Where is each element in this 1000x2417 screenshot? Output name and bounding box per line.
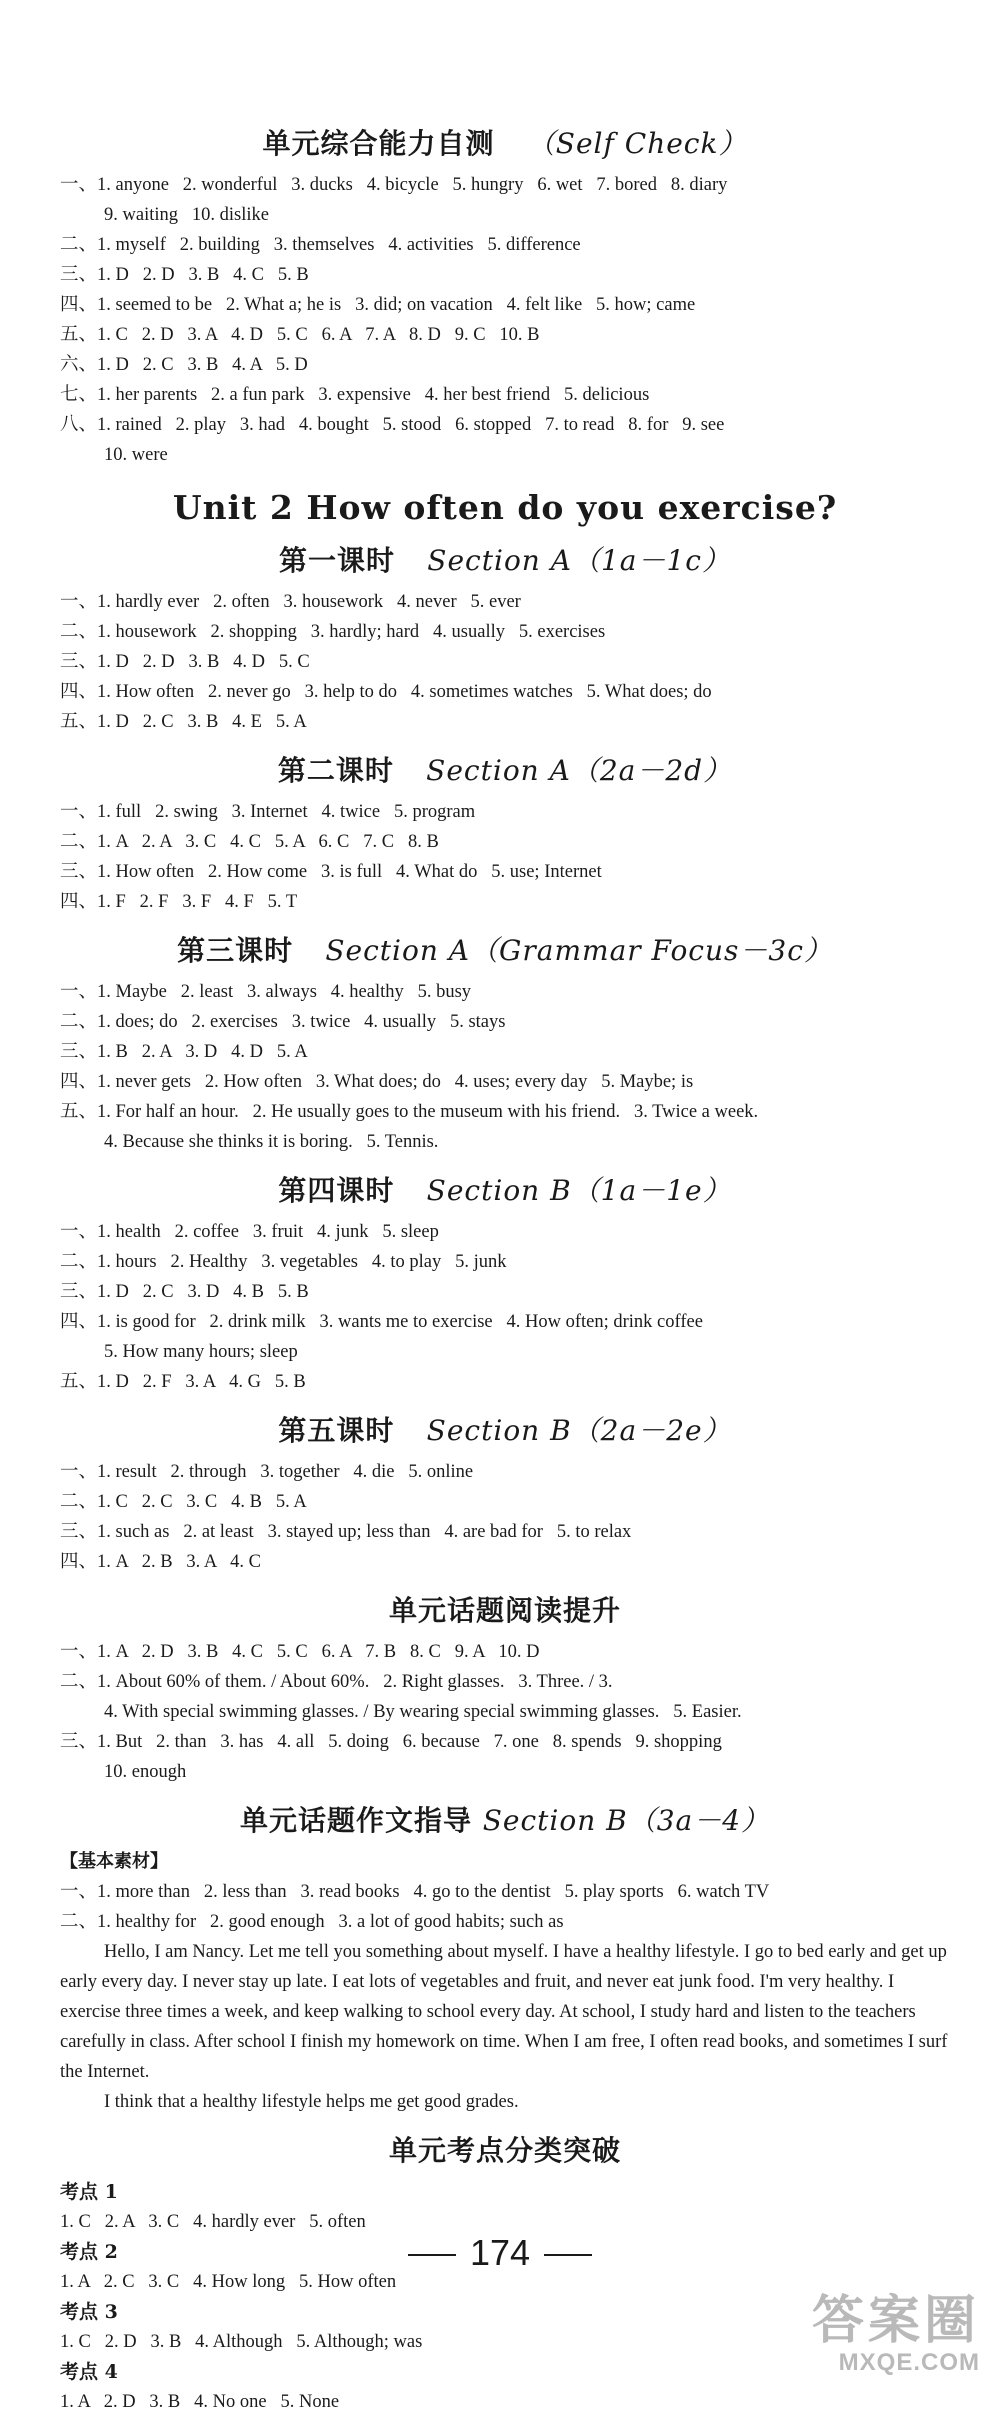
section-heading-en: Section A（2a－2d）	[426, 754, 733, 787]
sample-essay-paragraph: I think that a healthy lifestyle helps me get good grades.	[104, 2092, 519, 2112]
section-heading-en: Section B（1a－1e）	[426, 1174, 732, 1207]
section-heading	[60, 1409, 950, 1449]
answer-line: 八、1. rained 2. play 3. had 4. bought 5. stood 6. stopped 7. to read 8. for 9. see	[60, 415, 725, 435]
answer-line: 一、1. hardly ever 2. often 3. housework 4. never 5. ever	[60, 592, 521, 612]
answer-line: 六、1. D 2. C 3. B 4. A 5. D	[60, 355, 308, 375]
answer-section	[60, 122, 950, 470]
section-heading-cn: 第三课时	[177, 934, 294, 967]
answer-line: 三、1. D 2. D 3. B 4. C 5. B	[60, 265, 309, 285]
answer-line: 一、1. Maybe 2. least 3. always 4. healthy 5. busy	[60, 982, 472, 1002]
answer-line: 五、1. D 2. C 3. B 4. E 5. A	[60, 712, 307, 732]
section-heading-en: Section A（Grammar Focus－3c）	[325, 934, 833, 967]
point-label: 考点 2	[60, 2241, 118, 2263]
answer-line: 三、1. B 2. A 3. D 4. D 5. A	[60, 1042, 308, 1062]
answer-line: 5. How many hours; sleep	[104, 1342, 298, 1362]
answer-line: 四、1. seemed to be 2. What a; he is 3. did; on vacation 4. felt like 5. how; came	[60, 295, 696, 315]
answer-section	[60, 1169, 950, 1397]
answer-line: 二、1. hours 2. Healthy 3. vegetables 4. to play 5. junk	[60, 1252, 507, 1272]
writing-section	[60, 1799, 950, 2117]
watermark-url: MXQE.COM	[838, 2349, 980, 2376]
answer-line: 三、1. But 2. than 3. has 4. all 5. doing 6. because 7. one 8. spends 9. shopping	[60, 1732, 722, 1752]
answer-line: 一、1. result 2. through 3. together 4. die 5. online	[60, 1462, 474, 1482]
writing-heading-cn: 单元话题作文指导	[239, 1804, 472, 1837]
watermark	[812, 2293, 980, 2377]
answer-line: 五、1. D 2. F 3. A 4. G 5. B	[60, 1372, 306, 1392]
answer-line: 一、1. more than 2. less than 3. read books 4. go to the dentist 5. play sports 6. watch TV	[60, 1882, 770, 1902]
section-heading-en: （Self Check）	[526, 127, 748, 160]
section-heading	[60, 929, 950, 969]
section-heading-en: Section B（2a－2e）	[426, 1414, 732, 1447]
answer-section	[60, 1589, 950, 1787]
answer-section	[60, 488, 950, 527]
point-label: 考点 4	[60, 2361, 118, 2383]
unit-title	[60, 488, 950, 527]
answer-section	[60, 1409, 950, 1577]
answer-sections	[60, 122, 950, 1787]
section-heading-cn: 第二课时	[277, 754, 394, 787]
section-heading-cn: 单元综合能力自测	[262, 127, 495, 160]
answer-line: 一、1. health 2. coffee 3. fruit 4. junk 5. sleep	[60, 1222, 439, 1242]
dash-right	[544, 2254, 592, 2256]
answer-line: 二、1. About 60% of them. / About 60%. 2. Right glasses. 3. Three. / 3.	[60, 1672, 613, 1692]
breakthrough-heading: 单元考点分类突破	[388, 2134, 621, 2167]
section-heading-cn: 第一课时	[279, 544, 396, 577]
section-heading-cn: Unit 2 How often do you exercise?	[172, 488, 838, 527]
point-label: 考点 1	[60, 2181, 118, 2203]
answer-line: 一、1. anyone 2. wonderful 3. ducks 4. bicycle 5. hungry 6. wet 7. bored 8. diary	[60, 175, 728, 195]
section-heading-en: Section A（1a－1c）	[427, 544, 731, 577]
point-label: 考点 3	[60, 2301, 118, 2323]
answer-line: 四、1. never gets 2. How often 3. What does; do 4. uses; every day 5. Maybe; is	[60, 1072, 694, 1092]
answer-line: 二、1. A 2. A 3. C 4. C 5. A 6. C 7. C 8. B	[60, 832, 439, 852]
answer-line: 二、1. myself 2. building 3. themselves 4. activities 5. difference	[60, 235, 581, 255]
answer-line: 二、1. healthy for 2. good enough 3. a lot of good habits; such as	[60, 1912, 564, 1932]
answer-line: 4. Because she thinks it is boring. 5. Tennis.	[104, 1132, 439, 1152]
point-answers: 1. C 2. A 3. C 4. hardly ever 5. often	[60, 2212, 366, 2232]
section-heading	[60, 1169, 950, 1209]
answer-line: 四、1. F 2. F 3. F 4. F 5. T	[60, 892, 298, 912]
answer-line: 二、1. housework 2. shopping 3. hardly; hard 4. usually 5. exercises	[60, 622, 606, 642]
answer-line: 4. With special swimming glasses. / By wearing special swimming glasses. 5. Easier.	[104, 1702, 742, 1722]
answer-section	[60, 539, 950, 737]
sample-essay-paragraph: Hello, I am Nancy. Let me tell you something about myself. I have a healthy lifestyle. I go to bed early and get up early every day. I never stay up late. I eat lots of vegetables and fruit, and never eat junk food. I'm very healthy. I exercise three times a week, and keep walking to school every day. At school, I study hard and listen to the teachers carefully in class. After school I finish my homework on time. When I am free, I often read books, and sometimes I surf the Internet.	[60, 1942, 948, 2082]
answer-line: 10. were	[104, 445, 168, 465]
answer-section	[60, 929, 950, 1157]
answer-line: 五、1. C 2. D 3. A 4. D 5. C 6. A 7. A 8. D 9. C 10. B	[60, 325, 540, 345]
answer-line: 四、1. A 2. B 3. A 4. C	[60, 1552, 261, 1572]
point-answers: 1. C 2. D 3. B 4. Although 5. Although; was	[60, 2332, 423, 2352]
answer-line: 一、1. A 2. D 3. B 4. C 5. C 6. A 7. B 8. C 9. A 10. D	[60, 1642, 540, 1662]
section-heading-cn: 单元话题阅读提升	[388, 1594, 621, 1627]
answer-line: 四、1. is good for 2. drink milk 3. wants me to exercise 4. How often; drink coffee	[60, 1312, 703, 1332]
writing-heading	[60, 1799, 950, 1839]
basic-material-tag: 【基本素材】	[60, 1851, 168, 1872]
dash-left	[408, 2254, 456, 2256]
section-heading	[60, 749, 950, 789]
page-number: 174	[0, 2232, 1000, 2274]
answer-line: 一、1. full 2. swing 3. Internet 4. twice 5. program	[60, 802, 476, 822]
section-heading-cn: 第四课时	[278, 1174, 395, 1207]
point-answers: 1. A 2. D 3. B 4. No one 5. None	[60, 2392, 340, 2412]
answer-line: 三、1. How often 2. How come 3. is full 4. What do 5. use; Internet	[60, 862, 602, 882]
section-heading	[60, 1589, 950, 1629]
answer-line: 二、1. C 2. C 3. C 4. B 5. A	[60, 1492, 307, 1512]
answer-line: 三、1. D 2. D 3. B 4. D 5. C	[60, 652, 310, 672]
answer-line: 四、1. How often 2. never go 3. help to do 4. sometimes watches 5. What does; do	[60, 682, 712, 702]
answer-line: 五、1. For half an hour. 2. He usually goes to the museum with his friend. 3. Twice a week.	[60, 1102, 759, 1122]
answer-section	[60, 749, 950, 917]
watermark-logo: 答案圈	[811, 2292, 980, 2350]
answer-line: 10. enough	[104, 1762, 187, 1782]
section-heading	[60, 539, 950, 579]
point-answers: 1. A 2. C 3. C 4. How long 5. How often	[60, 2272, 397, 2292]
answer-line: 三、1. D 2. C 3. D 4. B 5. B	[60, 1282, 309, 1302]
answer-line: 9. waiting 10. dislike	[104, 205, 269, 225]
answer-line: 三、1. such as 2. at least 3. stayed up; less than 4. are bad for 5. to relax	[60, 1522, 632, 1542]
section-heading	[60, 122, 950, 162]
writing-heading-en: Section B（3a－4）	[482, 1804, 771, 1837]
answer-line: 二、1. does; do 2. exercises 3. twice 4. usually 5. stays	[60, 1012, 506, 1032]
answer-line: 七、1. her parents 2. a fun park 3. expensive 4. her best friend 5. delicious	[60, 385, 650, 405]
answer-page	[60, 110, 950, 2417]
section-heading-cn: 第五课时	[278, 1414, 395, 1447]
